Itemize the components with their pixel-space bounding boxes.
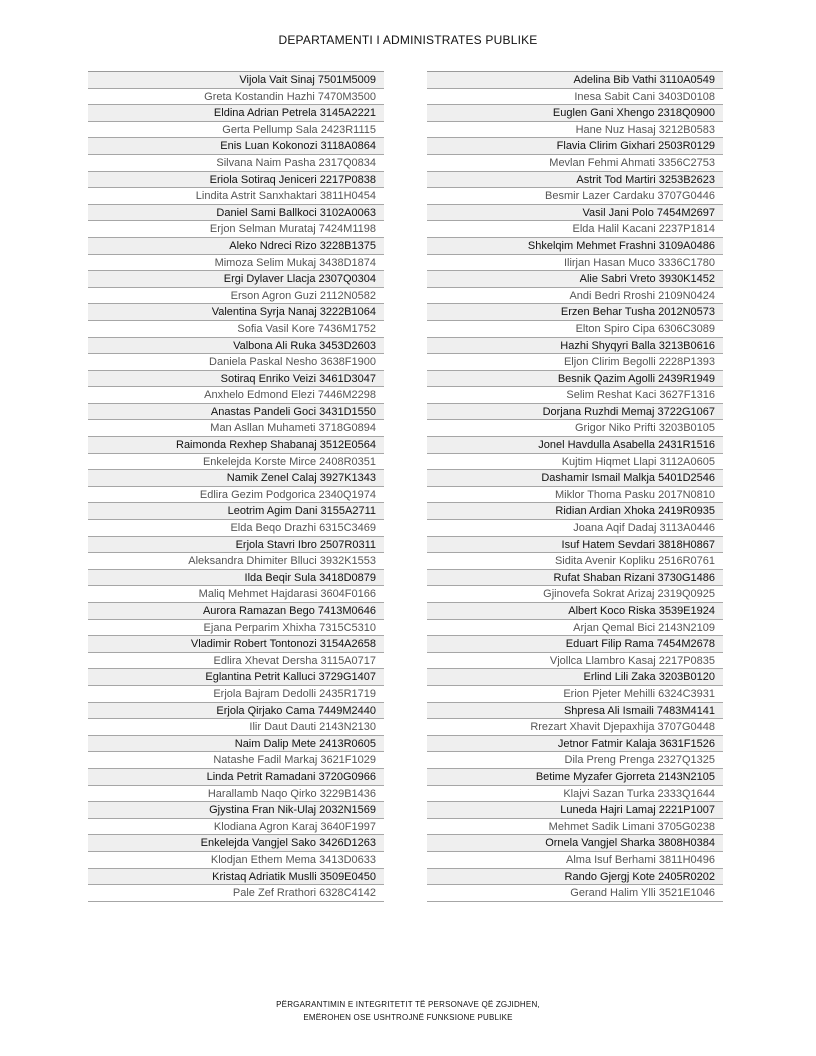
list-item: Besmir Lazer Cardaku 3707G0446: [427, 188, 723, 205]
list-item: Astrit Tod Martiri 3253B2623: [427, 172, 723, 189]
list-item: Naim Dalip Mete 2413R0605: [88, 736, 384, 753]
list-item: Alma Isuf Berhami 3811H0496: [427, 852, 723, 869]
list-item: Leotrim Agim Dani 3155A2711: [88, 503, 384, 520]
list-item: Joana Aqif Dadaj 3113A0446: [427, 520, 723, 537]
list-item: Hazhi Shyqyri Balla 3213B0616: [427, 338, 723, 355]
list-item: Adelina Bib Vathi 3110A0549: [427, 72, 723, 89]
list-item: Grigor Niko Prifti 3203B0105: [427, 420, 723, 437]
list-item: Anxhelo Edmond Elezi 7446M2298: [88, 387, 384, 404]
footer-line-2: EMËROHEN OSE USHTROJNË FUNKSIONE PUBLIKE: [303, 1013, 513, 1022]
list-item: Selim Reshat Kaci 3627F1316: [427, 387, 723, 404]
list-item: Kujtim Hiqmet Llapi 3112A0605: [427, 454, 723, 471]
list-item: Eglantina Petrit Kalluci 3729G1407: [88, 669, 384, 686]
list-item: Klodjan Ethem Mema 3413D0633: [88, 852, 384, 869]
list-item: Betime Myzafer Gjorreta 2143N2105: [427, 769, 723, 786]
list-item: Man Asllan Muhameti 3718G0894: [88, 420, 384, 437]
list-item: Maliq Mehmet Hajdarasi 3604F0166: [88, 586, 384, 603]
list-item: Harallamb Naqo Qirko 3229B1436: [88, 786, 384, 803]
list-item: Eldina Adrian Petrela 3145A2221: [88, 105, 384, 122]
list-item: Valentina Syrja Nanaj 3222B1064: [88, 304, 384, 321]
list-item: Enkelejda Vangjel Sako 3426D1263: [88, 835, 384, 852]
page-title: DEPARTAMENTI I ADMINISTRATES PUBLIKE: [278, 33, 538, 47]
list-item: Vijola Vait Sinaj 7501M5009: [88, 72, 384, 89]
list-item: Dashamir Ismail Malkja 5401D2546: [427, 470, 723, 487]
list-item: Miklor Thoma Pasku 2017N0810: [427, 487, 723, 504]
list-item: Dorjana Ruzhdi Memaj 3722G1067: [427, 404, 723, 421]
list-item: Eduart Filip Rama 7454M2678: [427, 636, 723, 653]
list-item: Ilda Beqir Sula 3418D0879: [88, 570, 384, 587]
list-item: Alie Sabri Vreto 3930K1452: [427, 271, 723, 288]
list-item: Aleko Ndreci Rizo 3228B1375: [88, 238, 384, 255]
list-item: Shkelqim Mehmet Frashni 3109A0486: [427, 238, 723, 255]
list-item: Erjon Selman Murataj 7424M1198: [88, 221, 384, 238]
list-item: Erson Agron Guzi 2112N0582: [88, 288, 384, 305]
left-name-column: [88, 71, 384, 902]
list-item: Ejana Perparim Xhixha 7315C5310: [88, 620, 384, 637]
list-item: Sidita Avenir Kopliku 2516R0761: [427, 553, 723, 570]
list-item: Edlira Xhevat Dersha 3115A0717: [88, 653, 384, 670]
list-item: Anastas Pandeli Goci 3431D1550: [88, 404, 384, 421]
list-item: Raimonda Rexhep Shabanaj 3512E0564: [88, 437, 384, 454]
list-item: Erjola Stavri Ibro 2507R0311: [88, 537, 384, 554]
footer: [0, 998, 816, 1024]
list-item: Ornela Vangjel Sharka 3808H0384: [427, 835, 723, 852]
list-item: Sofia Vasil Kore 7436M1752: [88, 321, 384, 338]
list-item: Klodiana Agron Karaj 3640F1997: [88, 819, 384, 836]
list-item: Jetnor Fatmir Kalaja 3631F1526: [427, 736, 723, 753]
list-item: Albert Koco Riska 3539E1924: [427, 603, 723, 620]
list-item: Jonel Havdulla Asabella 2431R1516: [427, 437, 723, 454]
list-item: Klajvi Sazan Turka 2333Q1644: [427, 786, 723, 803]
list-item: Besnik Qazim Agolli 2439R1949: [427, 371, 723, 388]
list-item: Luneda Hajri Lamaj 2221P1007: [427, 802, 723, 819]
list-item: Gjinovefa Sokrat Arizaj 2319Q0925: [427, 586, 723, 603]
list-item: Mehmet Sadik Limani 3705G0238: [427, 819, 723, 836]
list-item: Erjola Qirjako Cama 7449M2440: [88, 703, 384, 720]
list-item: Eriola Sotiraq Jeniceri 2217P0838: [88, 172, 384, 189]
list-item: Enis Luan Kokonozi 3118A0864: [88, 138, 384, 155]
list-item: Elda Beqo Drazhi 6315C3469: [88, 520, 384, 537]
list-item: Kristaq Adriatik Muslli 3509E0450: [88, 869, 384, 886]
list-item: Enkelejda Korste Mirce 2408R0351: [88, 454, 384, 471]
list-item: Hane Nuz Hasaj 3212B0583: [427, 122, 723, 139]
list-item: Erion Pjeter Mehilli 6324C3931: [427, 686, 723, 703]
list-item: Isuf Hatem Sevdari 3818H0867: [427, 537, 723, 554]
list-item: Shpresa Ali Ismaili 7483M4141: [427, 703, 723, 720]
list-item: Vjollca Llambro Kasaj 2217P0835: [427, 653, 723, 670]
list-item: Greta Kostandin Hazhi 7470M3500: [88, 89, 384, 106]
list-item: Silvana Naim Pasha 2317Q0834: [88, 155, 384, 172]
list-item: Daniel Sami Ballkoci 3102A0063: [88, 205, 384, 222]
right-name-column: [427, 71, 723, 902]
list-item: Elton Spiro Cipa 6306C3089: [427, 321, 723, 338]
list-item: Rando Gjergj Kote 2405R0202: [427, 869, 723, 886]
list-item: Lindita Astrit Sanxhaktari 3811H0454: [88, 188, 384, 205]
footer-line-1: PËRGARANTIMIN E INTEGRITETIT TË PERSONAVE QË ZGJIDHEN,: [276, 1000, 540, 1009]
list-item: Andi Bedri Rroshi 2109N0424: [427, 288, 723, 305]
list-item: Ilir Daut Dauti 2143N2130: [88, 719, 384, 736]
list-item: Rufat Shaban Rizani 3730G1486: [427, 570, 723, 587]
list-item: Vladimir Robert Tontonozi 3154A2658: [88, 636, 384, 653]
list-item: Erzen Behar Tusha 2012N0573: [427, 304, 723, 321]
list-item: Gjystina Fran Nik-Ulaj 2032N1569: [88, 802, 384, 819]
list-item: Natashe Fadil Markaj 3621F1029: [88, 752, 384, 769]
list-item: Mevlan Fehmi Ahmati 3356C2753: [427, 155, 723, 172]
list-item: Edlira Gezim Podgorica 2340Q1974: [88, 487, 384, 504]
list-item: Daniela Paskal Nesho 3638F1900: [88, 354, 384, 371]
list-item: Rrezart Xhavit Djepaxhija 3707G0448: [427, 719, 723, 736]
list-item: Aleksandra Dhimiter Blluci 3932K1553: [88, 553, 384, 570]
list-item: Elda Halil Kacani 2237P1814: [427, 221, 723, 238]
list-item: Vasil Jani Polo 7454M2697: [427, 205, 723, 222]
list-item: Eljon Clirim Begolli 2228P1393: [427, 354, 723, 371]
list-item: Arjan Qemal Bici 2143N2109: [427, 620, 723, 637]
list-item: Aurora Ramazan Bego 7413M0646: [88, 603, 384, 620]
list-item: Sotiraq Enriko Veizi 3461D3047: [88, 371, 384, 388]
list-item: Valbona Ali Ruka 3453D2603: [88, 338, 384, 355]
list-item: Linda Petrit Ramadani 3720G0966: [88, 769, 384, 786]
list-item: Gerand Halim Ylli 3521E1046: [427, 885, 723, 902]
list-item: Euglen Gani Xhengo 2318Q0900: [427, 105, 723, 122]
list-item: Pale Zef Rrathori 6328C4142: [88, 885, 384, 902]
list-item: Inesa Sabit Cani 3403D0108: [427, 89, 723, 106]
list-item: Mimoza Selim Mukaj 3438D1874: [88, 255, 384, 272]
list-item: Namik Zenel Calaj 3927K1343: [88, 470, 384, 487]
list-item: Ilirjan Hasan Muco 3336C1780: [427, 255, 723, 272]
list-item: Ergi Dylaver Llacja 2307Q0304: [88, 271, 384, 288]
list-item: Flavia Clirim Gixhari 2503R0129: [427, 138, 723, 155]
list-item: Dila Preng Prenga 2327Q1325: [427, 752, 723, 769]
list-item: Ridian Ardian Xhoka 2419R0935: [427, 503, 723, 520]
list-item: Erjola Bajram Dedolli 2435R1719: [88, 686, 384, 703]
list-item: Erlind Lili Zaka 3203B0120: [427, 669, 723, 686]
list-item: Gerta Pellump Sala 2423R1115: [88, 122, 384, 139]
